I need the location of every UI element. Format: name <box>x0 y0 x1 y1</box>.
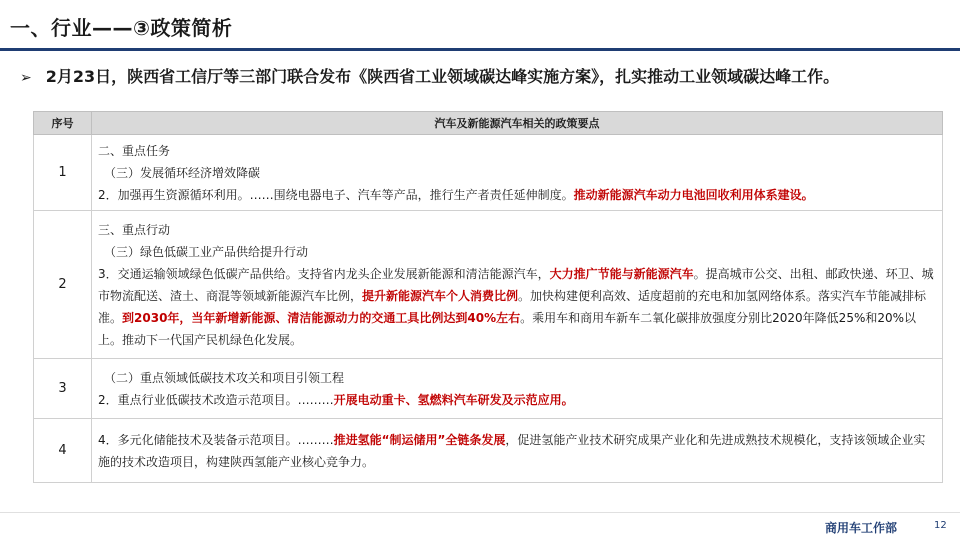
row-heading: （二）重点领域低碳技术攻关和项目引领工程 <box>104 370 345 385</box>
row-text-highlight: 推动新能源汽车动力电池回收利用体系建设。 <box>573 187 814 202</box>
row-text-highlight: 大力推广节能与新能源汽车 <box>549 266 694 281</box>
row-text <box>98 429 934 473</box>
table-row <box>34 419 943 483</box>
row-text <box>98 263 934 351</box>
row-text-plain: ，促进氢能产业技术研究成果产业化和先进成熟技术规模化，支持该领域企业实施的技术改造项目，构建陕西氢能产业核心竞争力。 <box>98 432 926 469</box>
row-heading: 二、重点任务 <box>98 143 171 158</box>
row-text <box>98 389 934 411</box>
row-number: 1 <box>34 135 92 211</box>
row-number: 3 <box>34 359 92 419</box>
row-text-plain: 4．多元化储能技术及装备示范项目。……… <box>98 432 334 447</box>
page-number: 12 <box>934 520 947 531</box>
row-text-highlight: 推进氢能“制运储用”全链条发展 <box>333 432 506 447</box>
subtitle-text: 2月23日，陕西省工信厅等三部门联合发布《陕西省工业领域碳达峰实施方案》，扎实推动工业领域碳达峰工作。 <box>45 67 840 86</box>
row-subheading: （三）绿色低碳工业产品供给提升行动 <box>104 244 309 259</box>
title-divider <box>0 48 960 51</box>
row-text-plain: 。提高城市公交、出租、邮政快递、环卫、城市物流配送、渣土、商混等领域新能源汽车比例， <box>98 266 934 303</box>
row-text-plain: 2．重点行业低碳技术改造示范项目。……… <box>98 392 334 407</box>
policy-table <box>33 111 943 483</box>
row-text-plain: 。加快构建便利高效、适度超前的充电和加氢网络体系。落实汽车节能减排标准。 <box>98 288 927 325</box>
row-text-plain: 2．加强再生资源循环利用。……围绕电器电子、汽车等产品，推行生产者责任延伸制度。 <box>98 187 574 202</box>
subtitle <box>20 64 839 87</box>
table-header-row <box>34 112 943 135</box>
header-content: 汽车及新能源汽车相关的政策要点 <box>92 112 943 135</box>
row-heading: 三、重点行动 <box>98 222 171 237</box>
row-text <box>98 184 934 206</box>
row-number: 4 <box>34 419 92 483</box>
row-content <box>92 419 943 483</box>
table-row <box>34 359 943 419</box>
arrow-bullet-icon: ➢ <box>20 70 32 86</box>
row-content <box>92 135 943 211</box>
row-content <box>92 359 943 419</box>
row-text-plain: 3．交通运输领域绿色低碳产品供给。支持省内龙头企业发展新能源和清洁能源汽车， <box>98 266 550 281</box>
row-text-plain: 。乘用车和商用车新车二氧化碳排放强度分别比2020年降低25%和20%以上。推动下一代国产民机绿色化发展。 <box>98 310 917 347</box>
header-num: 序号 <box>34 112 92 135</box>
row-subheading: （三）发展循环经济增效降碳 <box>104 165 261 180</box>
row-content <box>92 211 943 359</box>
row-text-highlight: 提升新能源汽车个人消费比例 <box>362 288 519 303</box>
slide-title: 一、行业——③政策简析 <box>10 16 233 40</box>
row-number: 2 <box>34 211 92 359</box>
table-row <box>34 211 943 359</box>
row-text-highlight: 开展电动重卡、氢燃料汽车研发及示范应用。 <box>333 392 574 407</box>
row-text-highlight: 到2030年，当年新增新能源、清洁能源动力的交通工具比例达到40%左右 <box>122 310 521 325</box>
table-row <box>34 135 943 211</box>
department-label: 商用车工作部 <box>825 521 898 535</box>
footer-divider <box>0 512 960 513</box>
